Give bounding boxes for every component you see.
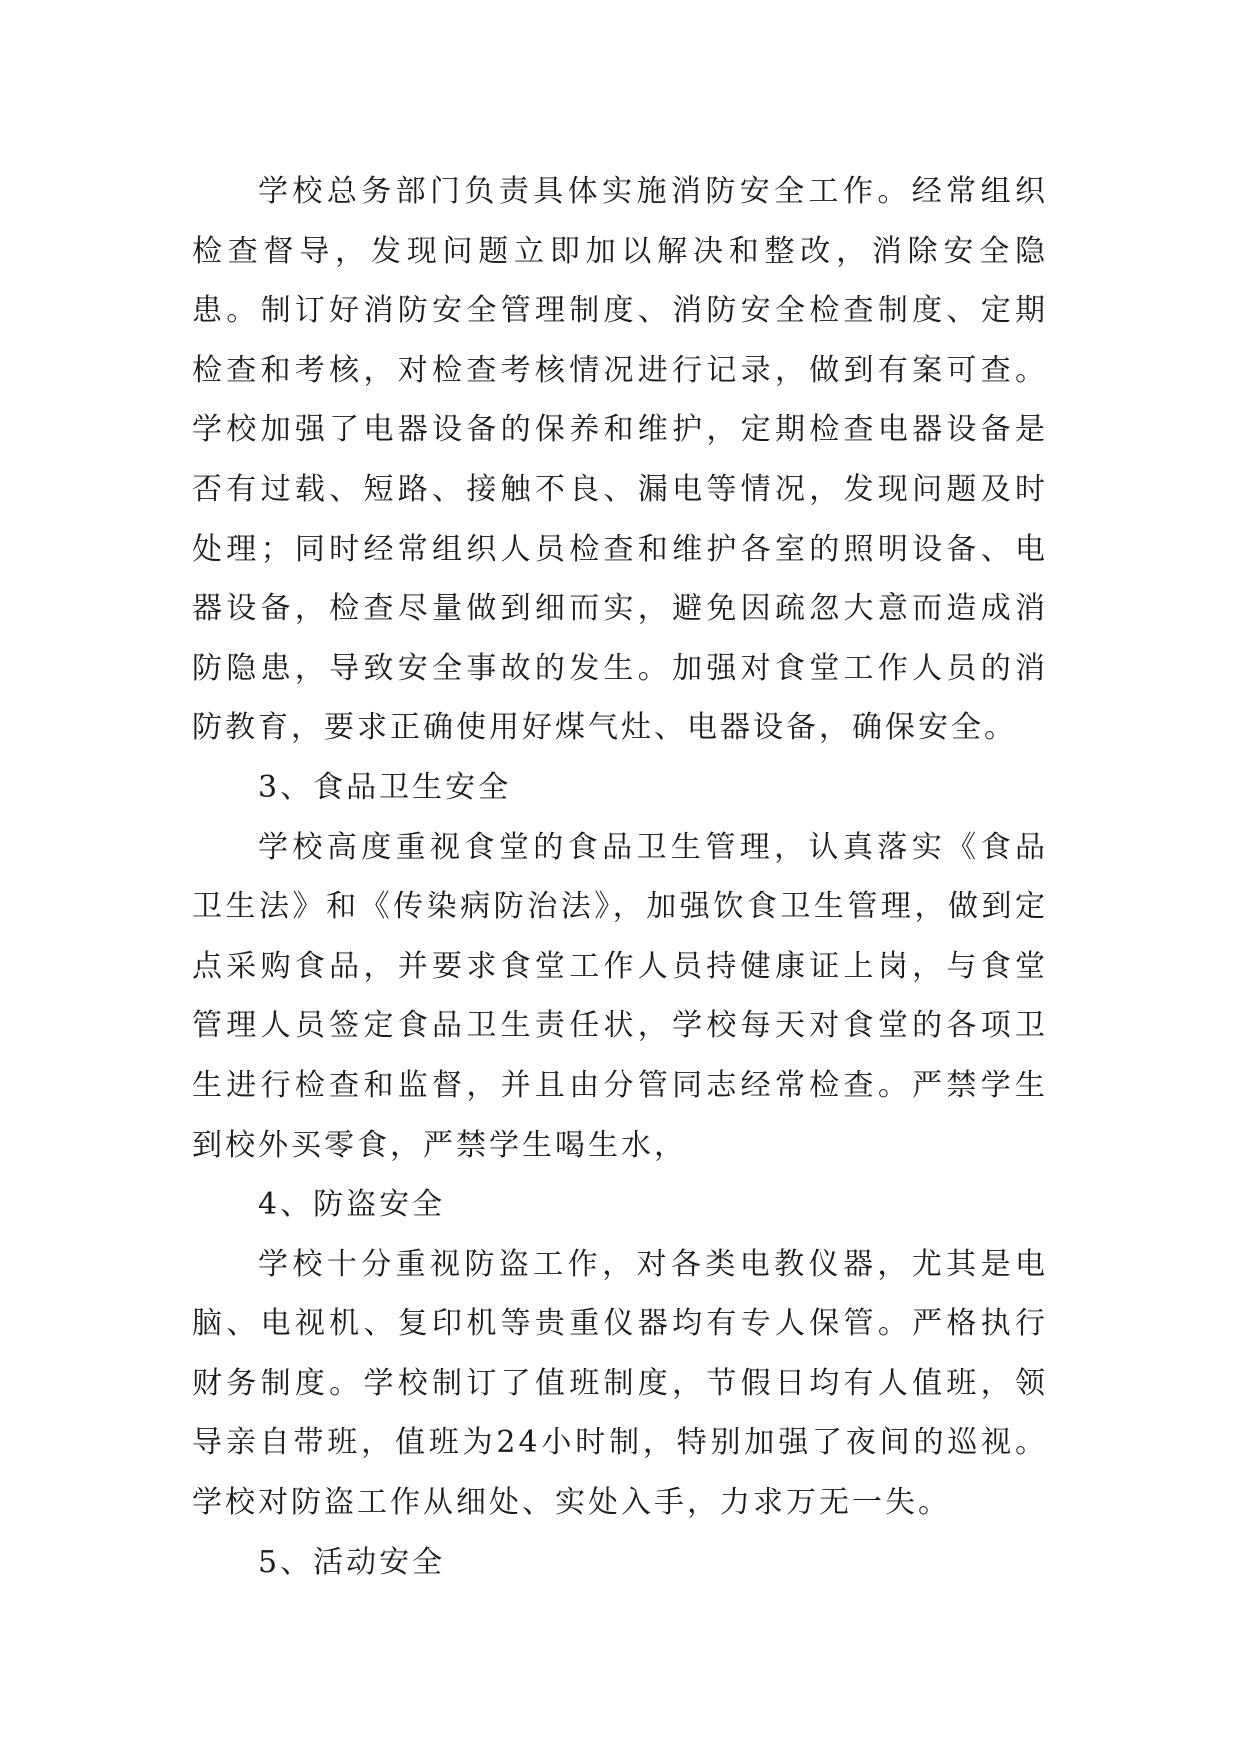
- heading-activity-safety: 5、活动安全: [258, 1544, 446, 1580]
- paragraph-food-hygiene: 学校高度重视食堂的食品卫生管理，认真落实《食品卫生法》和《传染病防治法》，加强饮食卫生管理，做到定点采购食品，并要求食堂工作人员持健康证上岗，与食堂管理人员签定食品卫生责任状，学校每天对食堂的各项卫生进行检查和监督，并且由分管同志经常检查。严禁学生到校外买零食，严禁学生喝生水，: [192, 829, 1048, 1163]
- paragraph-anti-theft: 学校十分重视防盗工作，对各类电教仪器，尤其是电脑、电视机、复印机等贵重仪器均有专人保管。严格执行财务制度。学校制订了值班制度，节假日均有人值班，领导亲自带班，值班为24小时制，特别加强了夜间的巡视。学校对防盗工作从细处、实处入手，力求万无一失。: [192, 1246, 1048, 1521]
- document-body: [192, 162, 1048, 1592]
- heading-anti-theft-safety: 4、防盗安全: [258, 1187, 446, 1223]
- heading-food-hygiene-safety: 3、食品卫生安全: [258, 769, 512, 805]
- paragraph-fire-safety-details: 学校总务部门负责具体实施消防安全工作。经常组织检查督导，发现问题立即加以解决和整改，消除安全隐患。制订好消防安全管理制度、消防安全检查制度、定期检查和考核，对检查考核情况进行记录，做到有案可查。学校加强了电器设备的保养和维护，定期检查电器设备是否有过载、短路、接触不良、漏电等情况，发现问题及时处理；同时经常组织人员检查和维护各室的照明设备、电器设备，检查尽量做到细而实，避免因疏忽大意而造成消防隐患，导致安全事故的发生。加强对食堂工作人员的消防教育，要求正确使用好煤气灶、电器设备，确保安全。: [192, 174, 1048, 746]
